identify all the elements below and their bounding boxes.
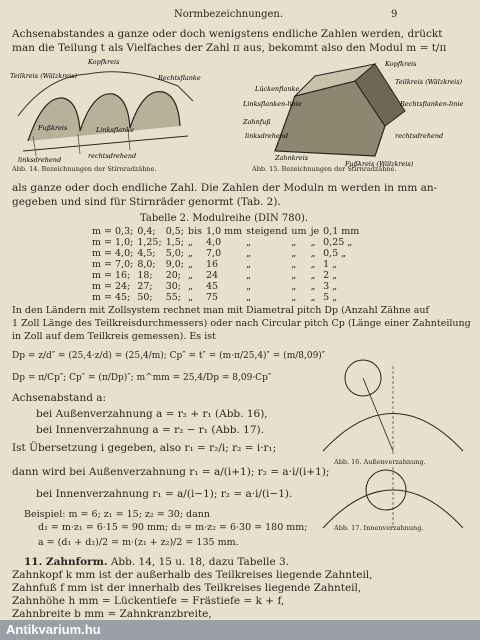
- table-cell: „: [188, 237, 193, 248]
- aussenverzahnung-formula: bei Außenverzahnung a = r₂ + r₁ (Abb. 16),: [36, 408, 268, 420]
- watermark-text: Antikvarium.hu: [6, 622, 101, 637]
- table-cell: um: [291, 226, 307, 237]
- table-cell: steigend: [246, 226, 288, 237]
- module-table: [92, 226, 363, 303]
- table-cell: „: [310, 248, 316, 259]
- formula-dp-cp: Dp = z/d″ = (25,4·z/d) = (25,4/m); Cp″ = t″ = (m·π/25,4)″ = (m/8,09)″: [12, 351, 326, 361]
- fig15-label-rechtsdrehend: rechtsdrehend: [395, 132, 444, 140]
- figure-15-tooth-detail: [235, 56, 470, 171]
- table-cell: bis: [188, 226, 202, 237]
- table-cell: „: [310, 281, 316, 292]
- figure-16-external-gearing: [318, 356, 468, 456]
- section-heading-number: 11. Zahnform.: [24, 556, 108, 568]
- table-cell: 27;: [137, 281, 153, 292]
- table-cell: 4,0: [206, 237, 222, 248]
- table-cell: 30;: [165, 281, 181, 292]
- table-cell: 1 „: [323, 259, 338, 270]
- table-cell: „: [246, 259, 252, 270]
- table-cell: 50;: [137, 292, 153, 303]
- fig14-label-rechtsdrehend: rechtsdrehend: [88, 152, 137, 160]
- fig14-label-teilkreis: Teilkreis (Wälzkreis): [10, 72, 78, 80]
- table-cell: „: [310, 237, 316, 248]
- table-cell: „: [188, 281, 193, 292]
- table-cell: „: [291, 237, 297, 248]
- figure-15-caption: Abb. 15. Bezeichnungen der Stirnradzähne.: [252, 165, 397, 173]
- table-cell: „: [246, 292, 252, 303]
- dann-innen-formula: bei Innenverzahnung r₁ = a/(i−1); r₂ = a·i/(i−1).: [36, 488, 293, 500]
- figure-14-caption: Abb. 14. Bezeichnungen der Stirnradzähne.: [12, 165, 157, 173]
- intro-line-2: man die Teilung t als Vielfaches der Zahl π aus, bekommt also den Modul m = t/π: [12, 42, 447, 54]
- table-cell: 0,1 mm: [323, 226, 360, 237]
- table-row: [92, 237, 363, 248]
- table-cell: 5 „: [323, 292, 338, 303]
- table-cell: 24: [206, 270, 219, 281]
- figure-17-caption: Abb. 17. Innenverzahnung.: [334, 524, 424, 532]
- table-cell: 55;: [165, 292, 181, 303]
- fig15-label-kopfkreis: Kopfkreis: [385, 60, 417, 68]
- table-cell: „: [310, 259, 316, 270]
- fig15-label-teilkreis: Teilkreis (Wälzkreis): [395, 78, 463, 86]
- table-row: [92, 270, 363, 281]
- table-cell: „: [188, 270, 193, 281]
- table-cell: „: [291, 292, 297, 303]
- fig15-label-zahnkreis: Zahnkreis: [275, 154, 309, 162]
- fig15-label-fusskreis: Fußkreis (Wälzkreis): [345, 160, 414, 168]
- table-cell: „: [291, 248, 297, 259]
- table-cell: 0,5 „: [323, 248, 347, 259]
- table-cell: 5,0;: [165, 248, 184, 259]
- para2-line-2: gegeben und sind für Stirnräder genormt (Tab. 2).: [12, 196, 281, 208]
- dann-aussen-formula: dann wird bei Außenverzahnung r₁ = a/(i+1); r₂ = a·i/(i+1);: [12, 466, 330, 478]
- table-cell: „: [188, 248, 193, 259]
- table-cell: „: [188, 259, 193, 270]
- uebersetzung-formula: Ist Übersetzung i gegeben, also r₁ = r₂/i; r₂ = i·r₁;: [12, 442, 277, 454]
- table-cell: 1,25;: [137, 237, 162, 248]
- table-cell: 2 „: [323, 270, 338, 281]
- table-cell: „: [291, 281, 297, 292]
- table-cell: „: [246, 281, 252, 292]
- beispiel-center-distance: a = (d₁ + d₂)/2 = m·(z₁ + z₂)/2 = 135 mm.: [38, 537, 239, 548]
- table-cell: 16: [206, 259, 219, 270]
- table-cell: 1,0 mm: [206, 226, 243, 237]
- section-line-3: Zahnhöhe h mm = Lückentiefe = Frästiefe = k + f,: [12, 595, 285, 607]
- fig15-label-linksdrehend: linksdrehend: [245, 132, 289, 140]
- table-cell: 0,4;: [137, 226, 156, 237]
- fig15-label-zahnfuss: Zahnfuß: [243, 118, 271, 126]
- table-cell: „: [188, 292, 193, 303]
- table-cell: 18;: [137, 270, 153, 281]
- table-cell: 20;: [165, 270, 181, 281]
- figure-14-gear-teeth: [8, 56, 213, 171]
- fig15-label-linksflankenlinie: Linksflanken-linie: [243, 100, 302, 108]
- table-cell: „: [246, 270, 252, 281]
- running-header: Normbezeichnungen.: [174, 9, 284, 20]
- watermark-banner: [0, 620, 480, 640]
- section-heading: [24, 556, 289, 569]
- table-cell: 8,0;: [137, 259, 156, 270]
- innenverzahnung-formula: bei Innenverzahnung a = r₂ − r₁ (Abb. 17).: [36, 424, 264, 436]
- fig14-label-rechtsflanke: Rechtsflanke: [158, 74, 201, 82]
- table-cell: m = 45;: [92, 292, 131, 303]
- fig15-label-rechtsflankenlinie: Rechtsflanken-linie: [400, 100, 464, 108]
- table-cell: m = 16;: [92, 270, 131, 281]
- table-cell: 3 „: [323, 281, 338, 292]
- table-cell: 9,0;: [165, 259, 184, 270]
- table-cell: „: [246, 237, 252, 248]
- figure-17-internal-gearing: [318, 462, 468, 530]
- table-cell: „: [291, 270, 297, 281]
- fig14-label-kopfkreis: Kopfkreis: [88, 58, 120, 66]
- table-cell: 1,5;: [165, 237, 184, 248]
- table-row: [92, 281, 363, 292]
- table-cell: „: [291, 259, 297, 270]
- fig15-label-lueckenflanke: Lückenflanke: [255, 85, 300, 93]
- table-cell: 4,5;: [137, 248, 156, 259]
- section-line-1: Zahnkopf k mm ist der außerhalb des Teilkreises liegende Zahnteil,: [12, 569, 373, 581]
- table-cell: m = 0,3;: [92, 226, 134, 237]
- table-cell: 0,25 „: [323, 237, 353, 248]
- table-cell: m = 24;: [92, 281, 131, 292]
- table-cell: 0,5;: [165, 226, 184, 237]
- table-cell: m = 4,0;: [92, 248, 134, 259]
- section-heading-rest: Abb. 14, 15 u. 18, dazu Tabelle 3.: [110, 556, 290, 568]
- para3-line-3: in Zoll auf dem Teilkreis gemessen). Es ist: [12, 331, 216, 342]
- table-cell: 75: [206, 292, 219, 303]
- fig14-label-fusskreis: Fußkreis: [38, 124, 68, 132]
- figure-16-caption: Abb. 16. Außenverzahnung.: [334, 458, 426, 466]
- table-row: [92, 259, 363, 270]
- achsenabstand-label: Achsenabstand a:: [12, 392, 107, 404]
- table-cell: „: [310, 270, 316, 281]
- para3-line-2: 1 Zoll Länge des Teilkreisdurchmessers) oder nach Circular pitch Cp (Länge einer Zahnteilung: [12, 318, 471, 329]
- table-row: [92, 292, 363, 303]
- table-cell: 45: [206, 281, 219, 292]
- table-cell: m = 7,0;: [92, 259, 134, 270]
- intro-line-1: Achsenabstandes a ganze oder doch wenigstens endliche Zahlen werden, drückt: [12, 28, 443, 40]
- beispiel-line: Beispiel: m = 6; z₁ = 15; z₂ = 30; dann: [24, 509, 211, 520]
- table-cell: 7,0: [206, 248, 222, 259]
- fig14-label-linksflanke: Linksflanke: [96, 126, 135, 134]
- section-line-4: Zahnbreite b mm = Zahnkranzbreite,: [12, 608, 212, 620]
- fig14-label-linksdrehend: linksdrehend: [18, 156, 62, 164]
- para3-line-1: In den Ländern mit Zollsystem rechnet man mit Diametral pitch Dp (Anzahl Zähne auf: [12, 305, 430, 316]
- page-number: 9: [391, 9, 398, 20]
- formula-dp-module: Dp = π/Cp″; Cp″ = (π/Dp)″; m^mm = 25,4/Dp = 8,09·Cp″: [12, 373, 272, 383]
- table-row: [92, 248, 363, 259]
- table-cell: „: [246, 248, 252, 259]
- table-cell: je: [310, 226, 320, 237]
- section-line-2: Zahnfuß f mm ist der innerhalb des Teilkreises liegende Zahnteil,: [12, 582, 362, 594]
- table-cell: m = 1,0;: [92, 237, 134, 248]
- table-cell: „: [310, 292, 316, 303]
- table-row: [92, 226, 363, 237]
- para2-line-1: als ganze oder doch endliche Zahl. Die Zahlen der Moduln m werden in mm an-: [12, 182, 438, 194]
- beispiel-diameters: d₁ = m·z₁ = 6·15 = 90 mm; d₂ = m·z₂ = 6·30 = 180 mm;: [38, 522, 308, 533]
- table-title: Tabelle 2. Modulreihe (DIN 780).: [140, 213, 309, 224]
